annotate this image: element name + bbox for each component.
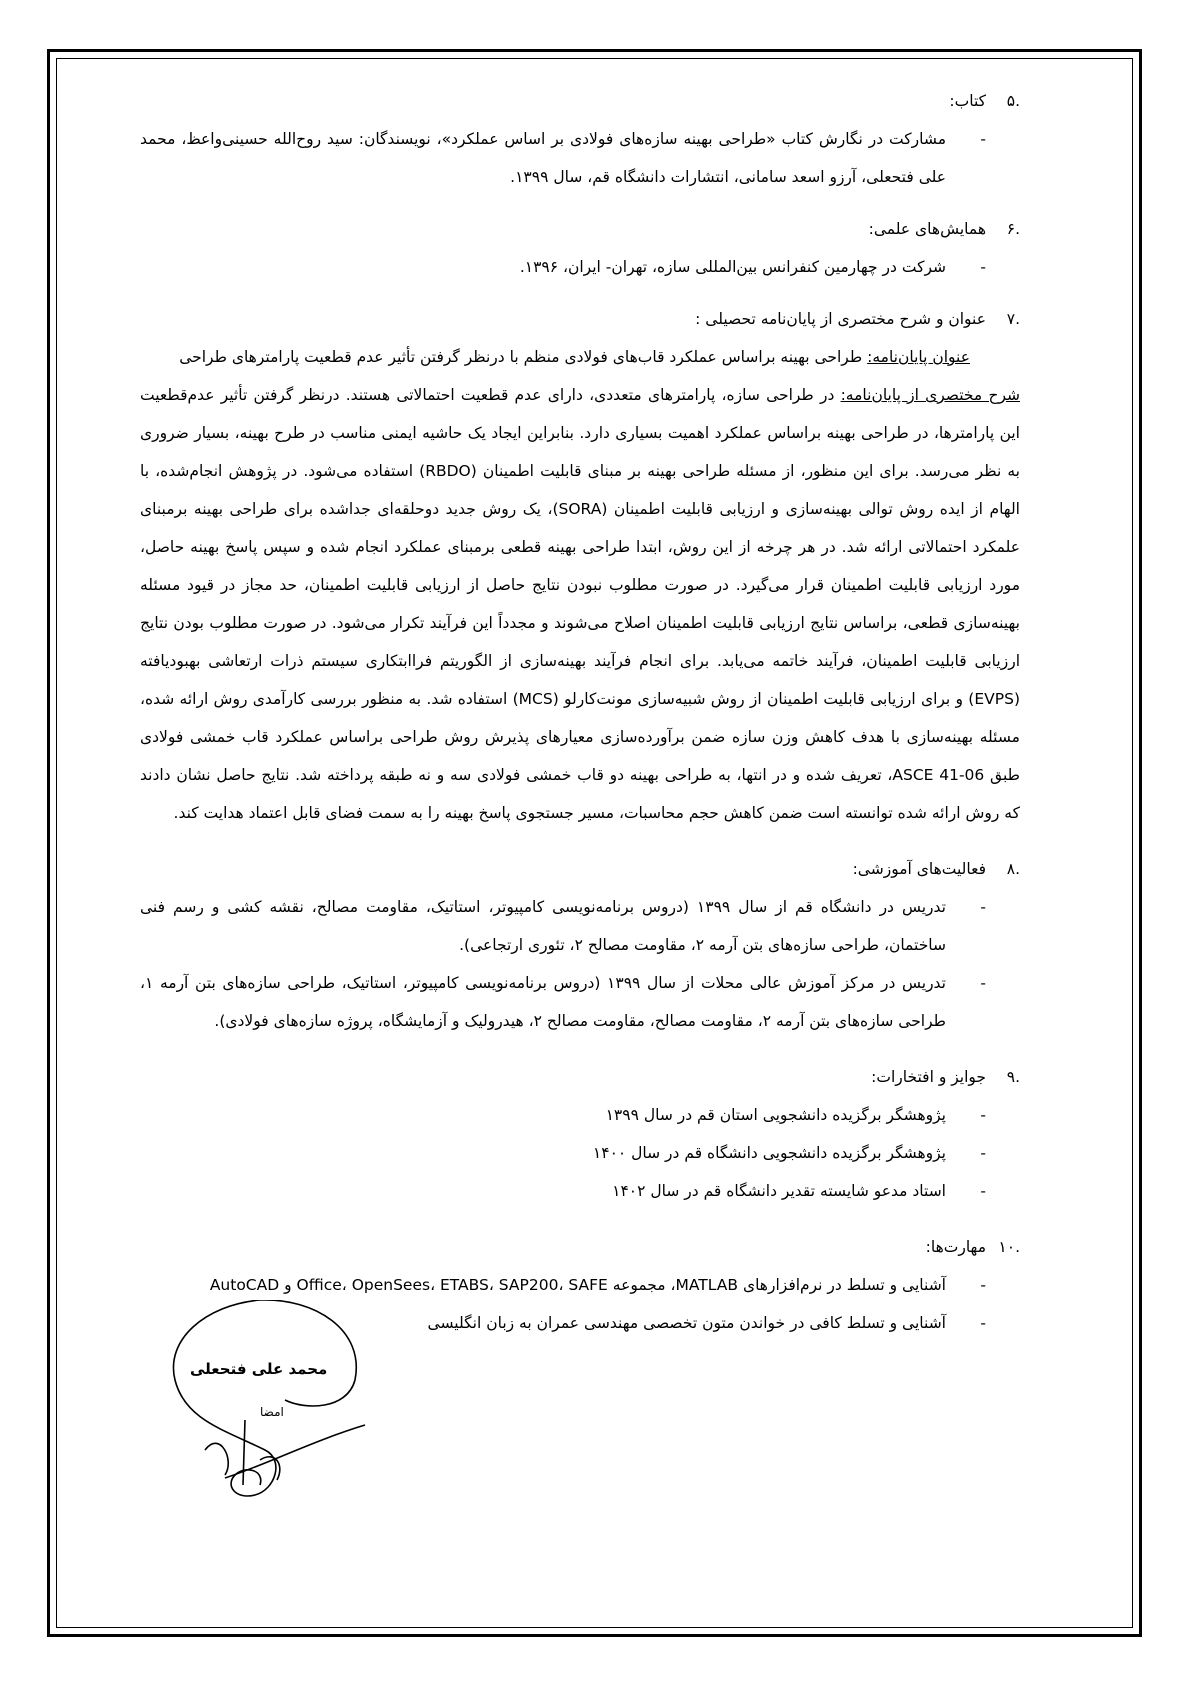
dash-bullet: -	[980, 1144, 986, 1162]
section-number: .۵	[1006, 92, 1020, 110]
section-heading	[140, 1228, 1020, 1266]
dash-bullet: -	[980, 1276, 986, 1294]
list-item-text: آشنایی و تسلط در نرم‌افزارهای MATLAB، مجموعه Office، OpenSees، ETABS، SAP200، SAFE و AutoCAD	[209, 1276, 946, 1294]
section-heading	[140, 850, 1020, 888]
list-item-text: استاد مدعو شایسته تقدیر دانشگاه قم در سال ۱۴۰۲	[612, 1182, 946, 1200]
section-heading	[140, 1058, 1020, 1096]
section-title: همایش‌های علمی:	[868, 220, 986, 238]
list-item-text: پژوهشگر برگزیده دانشجویی دانشگاه قم در سال ۱۴۰۰	[592, 1144, 946, 1162]
list-item-text: شرکت در چهارمین کنفرانس بین‌المللی سازه، تهران- ایران، ۱۳۹۶.	[519, 258, 946, 276]
section-title: مهارت‌ها:	[925, 1238, 986, 1256]
thesis-title-paragraph	[140, 338, 1020, 376]
list-item	[140, 1172, 1020, 1210]
list-item	[140, 888, 1020, 964]
section-number: .۹	[1006, 1068, 1020, 1086]
section-title: فعالیت‌های آموزشی:	[852, 860, 986, 878]
dash-bullet: -	[980, 974, 986, 992]
list-item	[140, 248, 1020, 286]
list-item	[140, 120, 1020, 196]
section-heading	[140, 210, 1020, 248]
dash-bullet: -	[980, 1182, 986, 1200]
section-teaching	[140, 850, 1020, 1040]
thesis-summary-paragraph	[140, 376, 1020, 832]
list-item	[140, 1096, 1020, 1134]
section-title: جوایز و افتخارات:	[871, 1068, 986, 1086]
list-item-text: آشنایی و تسلط کافی در خواندن متون تخصصی مهندسی عمران به زبان انگلیسی	[427, 1314, 946, 1332]
signature-label: امضا	[260, 1405, 284, 1419]
dash-bullet: -	[980, 1106, 986, 1124]
section-title: کتاب:	[949, 92, 986, 110]
dash-bullet: -	[980, 1314, 986, 1332]
section-book	[140, 82, 1020, 196]
section-awards	[140, 1058, 1020, 1210]
section-thesis	[140, 300, 1020, 832]
section-number: .۶	[1006, 220, 1020, 238]
thesis-summary-label: شرح مختصری از پایان‌نامه:	[840, 386, 1020, 404]
thesis-summary-text: در طراحی سازه، پارامترهای متعددی، دارای عدم قطعیت احتمالاتی هستند. درنظر گرفتن تأثیر عدم‌قطعیت این پارامترها، در طراحی بهینه براساس عملکرد اهمیت بسیاری دارد. بنابراین ایجاد یک حاشیه ایمنی مناسب در طرح بهینه، بسیار ضروری به نظر می‌رسد. برای این منظور، از مسئله طراحی بهینه بر مبنای قابلیت اطمینان (RBDO) استفاده می‌شود. در پژوهش انجام‌شده، با الهام از ایده روش توالی بهینه‌سازی و ارزیابی قابلیت اطمینان (SORA)، یک روش جدید دوحلقه‌ای جداشده برای طراحی بهینه برمبنای علمکرد احتمالاتی ارائه شد. در هر چرخه از این روش، ابتدا طراحی بهینه قطعی برمبنای عملکرد انجام شده و سپس پاسخ بهینه حاصل، مورد ارزیابی قابلیت اطمینان قرار می‌گیرد. در صورت مطلوب نبودن نتایج حاصل از ارزیابی قابلیت اطمینان، حد مجاز در قیود مسئله بهینه‌سازی قطعی، براساس نتایج ارزیابی قابلیت اطمینان اصلاح می‌شوند و مجدداً این فرآیند تکرار می‌شود. در صورت مطلوب بودن نتایج ارزیابی قابلیت اطمینان، فرآیند خاتمه می‌یابد. برای انجام فرآیند بهینه‌سازی از الگوریتم فراابتکاری سیستم ذرات ارتعاشی بهبودیافته (EVPS) و برای ارزیابی قابلیت اطمینان از روش شبیه‌سازی مونت‌کارلو (MCS) استفاده شد. به منظور بررسی کارآمدی روش ارائه شده، مسئله بهینه‌سازی با هدف کاهش وزن سازه ضمن برآورده‌سازی معیارهای پذیرش روش طراحی براساس عملکرد قاب خمشی فولادی طبق ASCE 41-06، تعریف شده و در انتها، به طراحی بهینه دو قاب خمشی فولادی سه و نه طبقه پرداخته شد. نتایج حاصل نشان دادند که روش ارائه شده توانسته است ضمن کاهش حجم محاسبات، مسیر جستجوی پاسخ بهینه را به سمت فضای قابل اعتماد هدایت کند.	[140, 386, 1021, 822]
handwritten-signature	[165, 1300, 395, 1500]
section-conferences	[140, 210, 1020, 286]
list-item	[140, 964, 1020, 1040]
list-item-text: مشارکت در نگارش کتاب «طراحی بهینه سازه‌های فولادی بر اساس عملکرد»، نویسندگان: سید روح‌الله حسینی‌واعظ، محمد علی فتحعلی، آرزو اسعد سامانی، انتشارات دانشگاه قم، سال ۱۳۹۹.	[140, 130, 946, 186]
thesis-title-text: طراحی بهینه براساس عملکرد قاب‌های فولادی منظم با درنظر گرفتن تأثیر عدم قطعیت پارامترهای طراحی	[179, 348, 868, 366]
resume-content	[140, 82, 1020, 1356]
list-item-text: تدریس در دانشگاه قم از سال ۱۳۹۹ (دروس برنامه‌نویسی کامپیوتر، استاتیک، مقاومت مصالح، نقشه کشی و رسم فنی ساختمان، طراحی سازه‌های بتن آرمه ۲، مقاومت مصالح ۲، تئوری ارتجاعی).	[140, 898, 946, 954]
dash-bullet: -	[980, 258, 986, 276]
section-number: .۷	[1006, 310, 1020, 328]
section-number: .۸	[1006, 860, 1020, 878]
section-number: .۱۰	[998, 1238, 1020, 1256]
list-item	[140, 1134, 1020, 1172]
list-item-text: پژوهشگر برگزیده دانشجویی استان قم در سال ۱۳۹۹	[605, 1106, 946, 1124]
list-item-text: تدریس در مرکز آموزش عالی محلات از سال ۱۳۹۹ (دروس برنامه‌نویسی کامپیوتر، استاتیک، طراحی سازه‌های بتن آرمه ۱، طراحی سازه‌های بتن آرمه ۲، مقاومت مصالح، مقاومت مصالح ۲، هیدرولیک و آزمایشگاه، پروژه سازه‌های فولادی).	[140, 974, 946, 1030]
dash-bullet: -	[980, 898, 986, 916]
signature-name: محمد علی فتحعلی	[190, 1360, 328, 1378]
section-title: عنوان و شرح مختصری از پایان‌نامه تحصیلی :	[695, 310, 986, 328]
section-heading	[140, 300, 1020, 338]
dash-bullet: -	[980, 130, 986, 148]
list-item	[140, 1266, 1020, 1304]
section-heading	[140, 82, 1020, 120]
thesis-title-label: عنوان پایان‌نامه:	[867, 348, 970, 366]
